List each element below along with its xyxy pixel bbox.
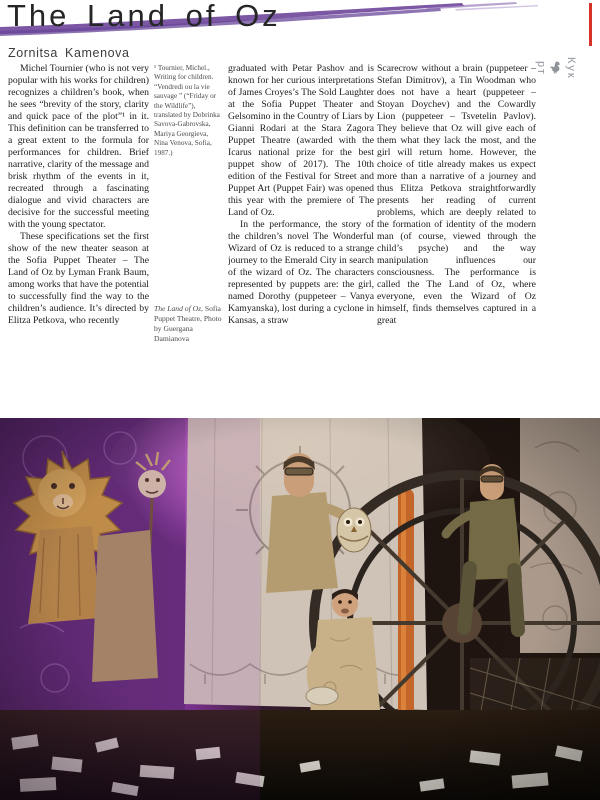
paragraph: In the performance, the story of the children’s novel The Wonderful Wizard of Oz is reduced to a strange journey to the Emerald City in search of the wizard of Oz. The characters represented by puppets are: the girl, named Dorothy (puppeteer – Vanya Kamyanska), lost during a cyclone in Kansas, a straw	[228, 219, 374, 326]
paragraph: graduated with Petar Pashov and is known for her curious interpretations of James Croyes’s The Sold Laughter at the Sofia Puppet Theater and Gelsomino in the Country of Liars by Gianni Rodari at the Stara Zagora Puppet Theatre (awarded with the Icarus national prize for the best puppet show of 2017). The 10th edition of the Festival for Street and Puppet Art (Puppet Fair) was opened this year with the premiere of The Land of Oz.	[228, 63, 374, 218]
article-column-2	[228, 63, 374, 413]
author-byline: Zornitsa Kamenova	[8, 46, 130, 60]
paragraph: These specifications set the first show of the new theater season at the Sofia Puppet Theater – The Land of Oz by Lyman Frank Baum, among works that have the potential to successfully find the way to the children’s audience. It’s directed by Elitza Petkova, who recently	[8, 231, 149, 326]
logo-text-top: Кук	[565, 57, 577, 80]
caption-title: The Land of Oz,	[154, 304, 203, 313]
article-column-1	[8, 63, 149, 385]
page-title: The Land of Oz	[7, 0, 281, 33]
paragraph: Michel Tournier (who is not very popular with his works for children) recognizes a children’s book, when he sees “brevity of the story, clarity and quick pace of the plot”¹ in it. This definition can be transferred to a great extent to the formula for performances for children. Brief narrative, clarity of the message and brisk rhythm of the events in it, recreated through a fascinating dialogue and vivid characters are decisive for the successful meeting with the young spectator.	[8, 63, 149, 230]
performance-photo	[0, 418, 600, 800]
article-column-3	[377, 63, 536, 413]
photo-caption	[154, 304, 226, 344]
logo-text-bottom: рт	[535, 60, 547, 76]
footnote: ¹ Tournier, Michel., Writing for children. “Vendredi ou la vie sauvage ” (“Friday or the Wildlife”), translated by Dobrinka Savova-Gabrovska, Mariya Georgieva, Nina Venova, Sofia, 1987.)	[154, 64, 220, 157]
vignette	[0, 418, 600, 800]
paragraph: Scarecrow without a brain (puppeteer – Stefan Dimitrov), a Tin Woodman who does not have a heart (puppeteer – Stoyan Doychev) and the Cowardly Lion (puppeteer – Tsvetelin Pavlov). They believe that Oz will give each of them what they lack the most, and the girl will return home. However, the choice of title already makes us expect more than a narrative of a journey and thus Elitza Petkova straightforwardly presents her reading of current problems, which are deeply related to the formation of identity of the modern man (of course, viewed through the child’s psyche) and the way manipulation influences our consciousness. The performance is called the The Land of Oz, where everyone, even the Wizard of Oz himself, finds themselves captured in a great	[377, 63, 536, 326]
rooster-icon	[548, 60, 563, 76]
caption-rest: Sofia Puppet Theatre, Photo by Guergana Damianova	[154, 304, 222, 343]
magazine-logo-vertical	[535, 57, 576, 80]
corner-red-mark	[589, 3, 593, 46]
